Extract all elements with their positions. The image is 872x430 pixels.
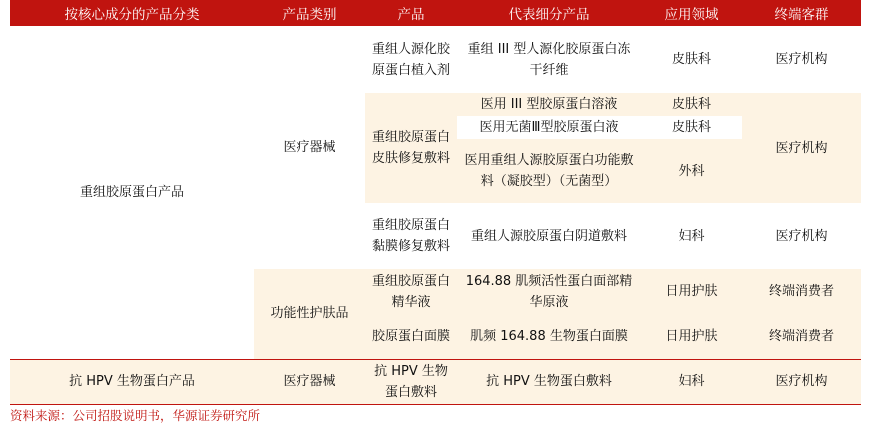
cell-product: 重组人源化胶原蛋白植入剂 [365,26,457,93]
cell-field: 日用护肤 [641,314,742,359]
cell-client: 医疗机构 [742,203,861,269]
cell-sub-product: 重组 III 型人源化胶原蛋白冻干纤维 [457,26,641,93]
cell-category-main: 重组胶原蛋白产品 [10,26,254,359]
cell-type: 医疗器械 [254,359,365,404]
cell-type-medical: 医疗器械 [254,26,365,269]
cell-client: 医疗机构 [742,26,861,93]
cell-field: 妇科 [641,203,742,269]
cell-client: 医疗机构 [742,359,861,404]
cell-category-hpv: 抗 HPV 生物蛋白产品 [10,359,254,404]
cell-type-functional: 功能性护肤品 [254,269,365,359]
cell-field: 皮肤科 [641,93,742,116]
cell-client: 医疗机构 [742,93,861,203]
header-sub-product: 代表细分产品 [457,0,641,26]
cell-field: 皮肤科 [641,26,742,93]
cell-product: 重组胶原蛋白黏膜修复敷料 [365,203,457,269]
header-category: 按核心成分的产品分类 [10,0,254,26]
header-client: 终端客群 [742,0,861,26]
table-row [10,26,861,93]
table-header-row [10,0,861,26]
cell-sub-product: 抗 HPV 生物蛋白敷料 [457,359,641,404]
cell-sub-product: 肌频 164.88 生物蛋白面膜 [457,314,641,359]
product-table-container [10,0,861,405]
cell-sub-product: 164.88 肌频活性蛋白面部精华原液 [457,269,641,314]
cell-field: 日用护肤 [641,269,742,314]
cell-field: 外科 [641,139,742,203]
cell-product: 重组胶原蛋白皮肤修复敷料 [365,93,457,203]
table-row [10,359,861,404]
header-type: 产品类别 [254,0,365,26]
header-field: 应用领域 [641,0,742,26]
cell-client: 终端消费者 [742,314,861,359]
cell-sub-product: 医用无菌Ⅲ型胶原蛋白液 [457,116,641,139]
source-note: 资料来源：公司招股说明书，华源证券研究所 [10,408,261,423]
cell-product: 重组胶原蛋白精华液 [365,269,457,314]
product-table [10,0,861,405]
cell-sub-product: 医用重组人源胶原蛋白功能敷料（凝胶型）（无菌型） [457,139,641,203]
header-product: 产品 [365,0,457,26]
cell-sub-product: 重组人源胶原蛋白阴道敷料 [457,203,641,269]
cell-sub-product: 医用 III 型胶原蛋白溶液 [457,93,641,116]
cell-field: 妇科 [641,359,742,404]
cell-field: 皮肤科 [641,116,742,139]
cell-product: 抗 HPV 生物蛋白敷料 [365,359,457,404]
cell-product: 胶原蛋白面膜 [365,314,457,359]
cell-client: 终端消费者 [742,269,861,314]
